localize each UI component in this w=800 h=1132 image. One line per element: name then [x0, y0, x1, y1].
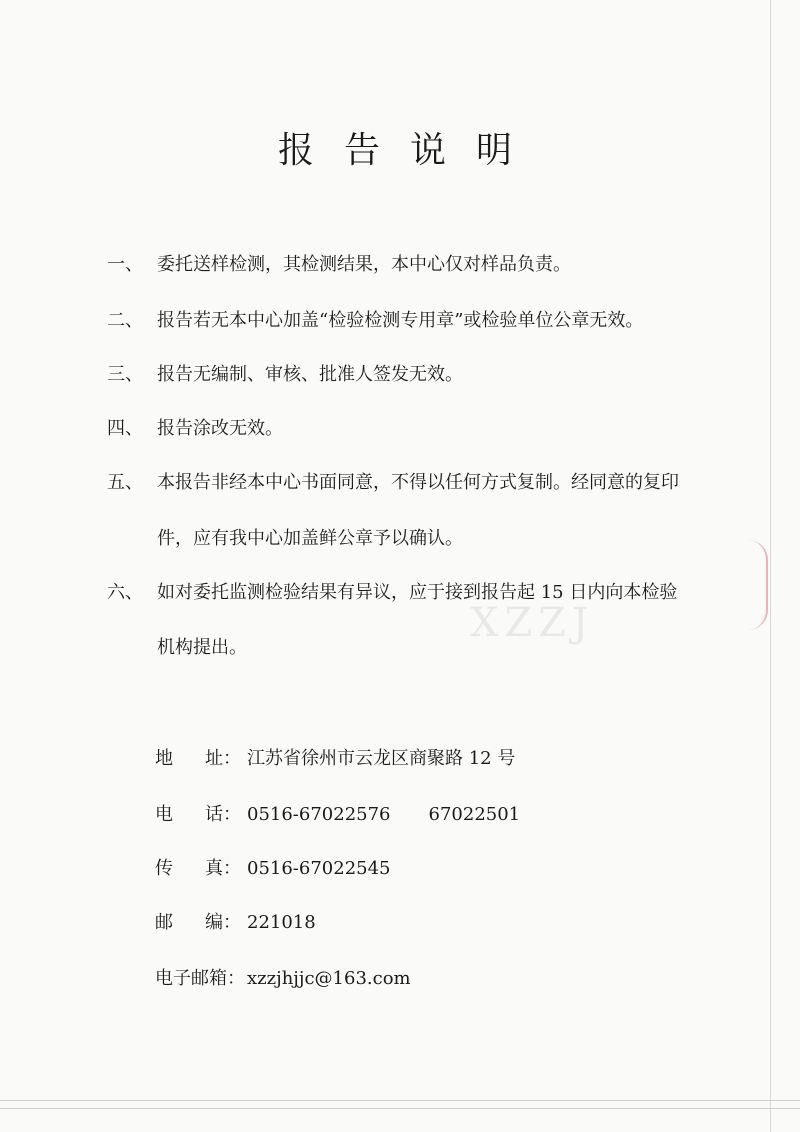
item-text: 报告涂改无效。 — [157, 418, 283, 439]
email-value: xzzjhjjc@163.com — [247, 968, 411, 989]
item-text: 机构提出。 — [157, 637, 247, 658]
item-number: 一、 — [107, 254, 143, 275]
scan-line — [0, 1108, 800, 1109]
item-number: 四、 — [107, 418, 143, 439]
item-number: 五、 — [107, 472, 143, 493]
fax-value: 0516-67022545 — [247, 858, 391, 879]
item-text: 件，应有我中心加盖鲜公章予以确认。 — [157, 528, 463, 549]
scan-line — [0, 1100, 800, 1101]
item-number: 三、 — [107, 364, 143, 385]
page-title: 报告说明 — [277, 130, 542, 171]
item-text: 委托送样检测，其检测结果，本中心仅对样品负责。 — [157, 254, 571, 275]
item-number: 二、 — [107, 310, 143, 331]
item-text: 如对委托监测检验结果有异议，应于接到报告起 15 日内向本检验 — [157, 582, 678, 603]
item-number: 六、 — [107, 582, 143, 603]
item-text: 报告若无本中心加盖“检验检测专用章”或检验单位公章无效。 — [157, 310, 644, 331]
item-text: 本报告非经本中心书面同意，不得以任何方式复制。经同意的复印 — [157, 472, 679, 493]
contact-postcode: 邮 编： 221018 — [155, 912, 316, 933]
seal-stamp-edge — [748, 540, 768, 630]
postcode-value: 221018 — [247, 912, 316, 933]
contact-fax: 传 真： 0516-67022545 — [155, 858, 391, 879]
contact-address: 地 址： 江苏省徐州市云龙区商聚路 12 号 — [155, 748, 516, 769]
phone-value-2: 67022501 — [428, 804, 521, 825]
phone-value: 0516-67022576 — [247, 804, 391, 825]
address-value: 江苏省徐州市云龙区商聚路 12 号 — [247, 748, 516, 769]
contact-email: 电子邮箱： xzzjhjjc@163.com — [155, 968, 411, 989]
watermark: XZZJ — [470, 600, 595, 646]
item-text: 报告无编制、审核、批准人签发无效。 — [157, 364, 463, 385]
contact-phone: 电 话： 0516-67022576 67022501 — [155, 804, 521, 825]
